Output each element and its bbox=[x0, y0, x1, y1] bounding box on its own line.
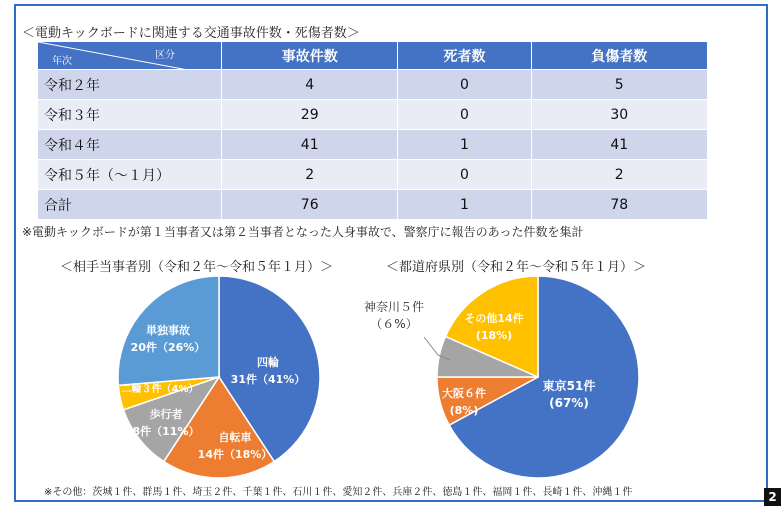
slice-label: 東京51件 bbox=[542, 379, 596, 393]
header-accidents: 事故件数 bbox=[222, 42, 398, 70]
slice-label: (18%) bbox=[475, 329, 513, 342]
slice-label: 20件（26%） bbox=[130, 341, 206, 354]
row-label: 令和４年 bbox=[38, 130, 222, 160]
corner-label-category: 区分 bbox=[155, 50, 175, 61]
page-title: ＜電動キックボードに関連する交通事故件数・死傷者数＞ bbox=[22, 26, 360, 41]
slice-label: 四輪 bbox=[257, 356, 279, 369]
slice-label: 単独事故 bbox=[146, 324, 190, 337]
other-prefectures-note: ※その他：茨城１件、群馬１件、埼玉２件、千葉１件、石川１件、愛知２件、兵庫２件、徳島１件、福岡１件、長崎１件、沖縄１件 bbox=[44, 487, 633, 498]
slice-label: 14件（18%） bbox=[197, 448, 273, 461]
cell-deaths: 1 bbox=[398, 190, 531, 220]
cell-injuries: 30 bbox=[531, 100, 707, 130]
cell-accidents: 76 bbox=[222, 190, 398, 220]
slice-label: (8%) bbox=[449, 404, 479, 417]
slice-label: 8件（11%） bbox=[132, 425, 200, 438]
corner-label-year: 年次 bbox=[52, 56, 72, 67]
cell-deaths: 0 bbox=[398, 100, 531, 130]
slice-label: (67%) bbox=[549, 396, 589, 410]
pie-chart-opponent bbox=[118, 276, 320, 478]
pie-title-prefecture: ＜都道府県別（令和２年～令和５年１月）＞ bbox=[386, 260, 647, 275]
slice-label: （６%） bbox=[370, 317, 418, 331]
pie-title-opponent: ＜相手当事者別（令和２年～令和５年１月）＞ bbox=[60, 260, 334, 275]
cell-injuries: 41 bbox=[531, 130, 707, 160]
slice-label: 31件（41%） bbox=[230, 373, 306, 386]
cell-accidents: 29 bbox=[222, 100, 398, 130]
row-label: 令和２年 bbox=[38, 70, 222, 100]
cell-deaths: 0 bbox=[398, 160, 531, 190]
cell-deaths: 0 bbox=[398, 70, 531, 100]
page-number-badge: 2 bbox=[764, 488, 781, 506]
slice-label: その他14件 bbox=[464, 312, 524, 325]
slice-label: 神奈川５件 bbox=[363, 300, 425, 314]
slice-label: 二輪３件（4%） bbox=[121, 384, 199, 395]
pie-chart-prefecture bbox=[364, 276, 639, 478]
cell-accidents: 41 bbox=[222, 130, 398, 160]
slice-label: 歩行者 bbox=[149, 408, 183, 421]
header-injuries: 負傷者数 bbox=[531, 42, 707, 70]
cell-accidents: 4 bbox=[222, 70, 398, 100]
cell-deaths: 1 bbox=[398, 130, 531, 160]
table-footnote: ※電動キックボードが第１当事者又は第２当事者となった人身事故で、警察庁に報告のあった件数を集計 bbox=[22, 225, 584, 239]
slice-label: 大阪６件 bbox=[442, 387, 486, 400]
row-label: 合計 bbox=[38, 190, 222, 220]
row-label: 令和３年 bbox=[38, 100, 222, 130]
slice-label: 自転車 bbox=[218, 431, 252, 444]
cell-injuries: 78 bbox=[531, 190, 707, 220]
header-deaths: 死者数 bbox=[398, 42, 531, 70]
row-label: 令和５年（～１月） bbox=[38, 160, 222, 190]
cell-injuries: 5 bbox=[531, 70, 707, 100]
cell-injuries: 2 bbox=[531, 160, 707, 190]
cell-accidents: 2 bbox=[222, 160, 398, 190]
